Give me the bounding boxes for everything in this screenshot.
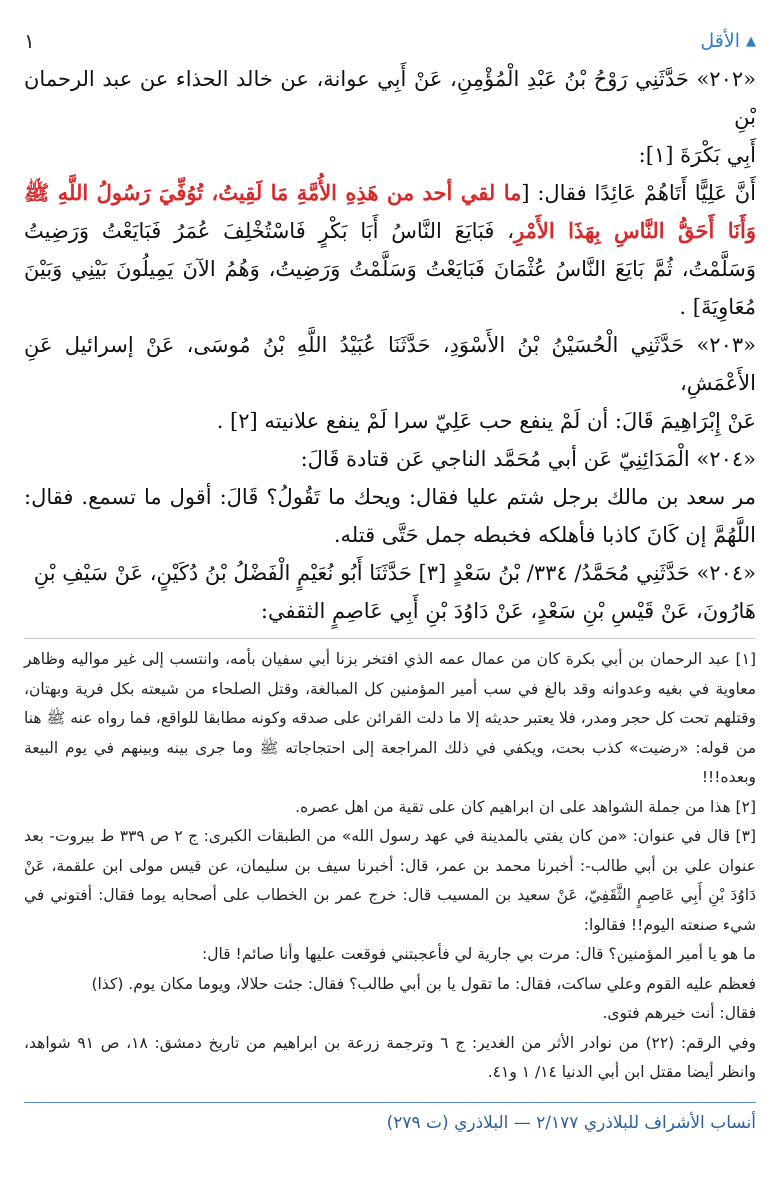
source-footer[interactable] — [24, 1109, 756, 1137]
source-citation: أنساب الأشراف للبلاذري ٢/١٧٧ — البلاذري (ت ٢٧٩) — [386, 1112, 756, 1133]
hadith-204b-line-2: هَارُونَ، عَنْ قَيْسِ بْنِ سَعْدٍ، عَنْ دَاوُدَ بْنِ أَبِي عَاصِمٍ الثقفي: — [260, 599, 756, 623]
footnote-3-line-d: فقال: أنت خيرهم فتوى. — [602, 1004, 756, 1022]
hadith-203-line-1: «٢٠٣» حَدَّثَنِي الْحُسَيْنُ بْنُ الأَسْوَدِ، حَدَّثَنَا عُبَيْدُ اللَّهِ بْنُ مُوسَى، عَنْ إسرائيل عَنِ الأَعْمَشِ، — [24, 333, 756, 395]
hadith-202-body-start: أَنَّ عَلِيًّا أَتَاهُمْ عَائِدًا فقال: [ — [521, 181, 756, 205]
footnote-divider — [24, 638, 756, 639]
footnote-3-line-e: وفي الرقم: (٢٢) من نوادر الأثر من الغدير: ج ٦ وترجمة زرعة بن ابراهيم من تاريخ دمشق: ١٨، ص ٩١ شواهد، وانظر أيضا مقتل ابن أبي الدنيا ١٤/ ١ و٤١. — [24, 1033, 756, 1081]
hadith-203-line-2: عَنْ إِبْرَاهِيمَ قَالَ: أن لَمْ ينفع حب عَلِيّ سرا لَمْ ينفع علانيته [٢] . — [216, 409, 756, 433]
hadith-202-line-2: أَبِي بَكْرَةَ [١]: — [638, 143, 756, 167]
source-divider — [24, 1102, 756, 1103]
highlighted-quote: ما لقي أحد من هَذِهِ الأُمَّةِ مَا لَقِيتُ، تُوُفِّيَ رَسُولُ اللَّهِ ﷺ وَأَنَا أَحَقُّ النَّاسِ بِهَذَا الأَمْرِ — [24, 180, 756, 243]
hadith-202-body-end: ، فَبَايَعَ النَّاسُ أَبَا بَكْرٍ فَاسْتُخْلِفَ عُمَرُ فَبَايَعْتُ وَرَضِيتُ وَسَلَّمْتُ، ثُمَّ بَايَعَ النَّاسُ عُثْمَانَ فَبَايَعْتُ وَسَلَّمْتُ وَرَضِيتُ، وَهُمُ الآنَ يَمِيلُونَ بَيْنِي وَبَيْنَ مُعَاوِيَةَ] . — [24, 219, 756, 319]
footnote-1: [١] عبد الرحمان بن أبي بكرة كان من عمال عمه الذي افتخر بزنا أبي سفيان بأمه، وانتسب إلى غير مواليه وظاهر معاوية في بغيه وعدوانه وقد بالغ في سب أمير المؤمنين كل المبالغة، وقتل الصلحاء من شيعته بكل فرية وبهتان، وقتلهم تحت كل حجر ومدر، فلا يعتبر حديثه إلا ما دلت القرائن على صدقه وكونه مطابقا للواقع، فما رواه عنه ﷺ هنا من قوله: «رضيت» كذب بحت، ويكفي في ذلك المراجعة إلى احتجاجاته ﷺ وما جرى بينه وبينهم في يوم البيعة وبعده!!! — [24, 650, 756, 786]
footnote-3-line-b: ما هو يا أمير المؤمنين؟ قال: مرت بي جارية لي فأعجبتني فوقعت عليها وأنا صائم! قال: — [202, 945, 756, 963]
footnote-3-line-c: فعظم عليه القوم وعلي ساكت، فقال: ما تقول يا بن أبي طالب؟ فقال: جئت حلالا، ويوما مكان يوم. (كذا) — [91, 974, 756, 993]
page-number: ١ — [24, 29, 35, 53]
chevron-up-icon: ▲ — [746, 33, 756, 49]
footnote-3: [٣] قال في عنوان: «من كان يفتي بالمدينة في عهد رسول الله» من الطبقات الكبرى: ج ٢ ص ٣٣٩ ط بيروت- بعد عنوان علي بن أبي طالب-: أخبرنا محمد بن عمر، قال: أخبرنا سيف بن سليمان، عن قيس مولى ابن علقمة، عَنْ دَاوُدَ بْنِ أَبِي عَاصِمٍ الثَّقَفِيّ، عَنْ سعيد بن المسيب قال: خرج عمر بن الخطاب على أصحابه يوما فقال: أفتوني في شيء صنعته اليوم!! فقالوا: — [24, 827, 756, 934]
hadith-204a-body: مر سعد بن مالك برجل شتم عليا فقال: ويحك ما تَقُولُ؟ قَالَ: أقول ما تسمع. فقال: اللَّهُمَّ إن كَانَ كاذبا فأهلكه فخبطه جمل حَتَّى قتله. — [24, 485, 756, 547]
main-text — [24, 60, 756, 630]
hadith-202-body — [24, 174, 756, 326]
hadith-202-line-1: «٢٠٢» حَدَّثَنِي رَوْحُ بْنُ عَبْدِ الْمُؤْمِنِ، عَنْ أَبِي عوانة، عن خالد الحذاء عن عبد الرحمان بْنِ — [24, 67, 756, 129]
hadith-204a-line-1: «٢٠٤» الْمَدَائِنِيّ عَن أبي مُحَمَّد الناجي عَن قتادة قَالَ: — [300, 447, 756, 471]
top-bar — [24, 22, 756, 60]
show-less-label: الأقل — [700, 30, 740, 52]
show-less-link[interactable] — [700, 30, 756, 52]
footnotes — [24, 645, 756, 1088]
hadith-204b-line-1: «٢٠٤» حَدَّثَنِي مُحَمَّدُ/ ٣٣٤/ بْنُ سَعْدٍ [٣] حَدَّثَنَا أَبُو نُعَيْمٍ الْفَضْلُ بْنُ دُكَيْنٍ، عَنْ سَيْفِ بْنِ — [33, 561, 756, 585]
footnote-2: [٢] هذا من جملة الشواهد على ان ابراهيم كان على تقية من اهل عصره. — [295, 797, 756, 816]
